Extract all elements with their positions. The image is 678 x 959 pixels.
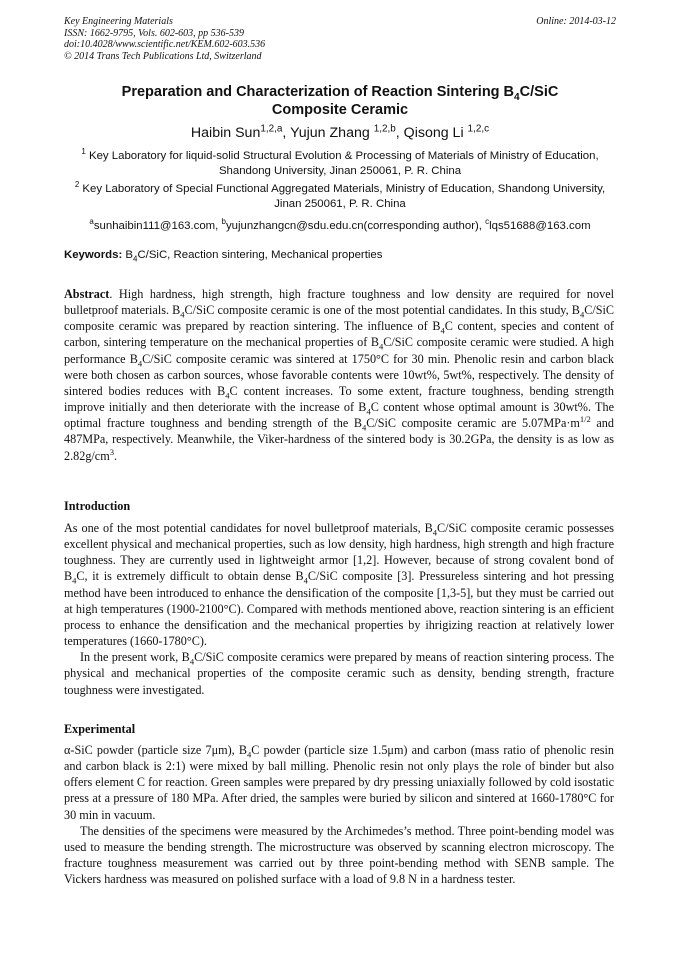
issn-line: ISSN: 1662-9795, Vols. 602-603, pp 536-539 — [64, 27, 244, 39]
running-header — [64, 16, 616, 62]
journal-name: Key Engineering Materials — [64, 16, 173, 27]
introduction-heading: Introduction — [64, 499, 131, 513]
keywords: Keywords: $B_4C$/SiC, Reaction sintering, Mechanical properties — [64, 249, 383, 264]
abstract-label: Abstract — [64, 287, 110, 301]
email-list: $^a$sunhaibin111@163.com, $^b$yujunzhangcn@sdu.edu.cn(corresponding author), $^c$lqs51688@163.com — [89, 217, 591, 232]
affiliation-1: $^1$ Key Laboratory for liquid-solid Structural Evolution & Processing of Materials of Ministry of Education, Shandong University, Jinan 250061, P. R. China — [81, 147, 599, 177]
experimental-paragraph-1: α-SiC powder (particle size 7μm), $B_4C$ powder (particle size 1.5μm) and carbon (mass ratio of phenolic resin and carbon black is 2:1) were mixed by ball milling. Phenolic resin not only plays the role of binder but also offers element C for reaction. Green samples were prepared by dry pressing uniaxially followed by cold isostatic press at a pressure of 180 MPa. After dried, the samples were buried by silicon and sintered at 1660-1780°C for 30 min in vacuum. — [64, 743, 614, 822]
keywords-label: Keywords: — [64, 249, 123, 261]
author-name: Haibin Sun — [190, 125, 261, 141]
abstract-paragraph: Abstract. High hardness, high strength, high fracture toughness and low density are required for novel bulletproof materials. $B_4C$/SiC composite ceramic is one of the most potential candidates. In this study, $B_4C$/SiC composite ceramic was prepared by reaction sintering. The influence of $B_4C$ content, species and content of carbon, sintering temperature on the mechanical properties of $B_4C$/SiC composite ceramic were studied. A high performance $B_4C$/SiC composite ceramic was sintered at 1750°C for 30 min. Phenolic resin and carbon black were both chosen as carbon sources, whose favorable contents were 10wt%, 5wt%, respectively. The density of sintered bodies reduces with $B_4C$ content increases. To some extent, fracture toughness, bending strength improve initially and then deteriorate with the increase of $B_4C$ content whose optimal amount is 30wt%. The optimal fracture toughness and bending strength of the $B_4C$/SiC composite ceramic are $5.07MPa\cdot m^{1/2}$ and 487MPa, respectively. Meanwhile, the Viker-hardness of the sintered body is 30.2GPa, the density is as low as $2.82g/cm^3$. — [64, 287, 615, 463]
introduction-body — [64, 520, 614, 698]
doi-line: doi:10.4028/www.scientific.net/KEM.602-603.536 — [64, 39, 266, 50]
copyright-line: © 2014 Trans Tech Publications Ltd, Switzerland — [64, 50, 262, 62]
email-link[interactable]: lqs51688@163.com — [489, 220, 591, 232]
email-link[interactable]: yujunzhangcn@sdu.edu.cn(corresponding author), — [225, 220, 486, 232]
experimental-body — [64, 742, 614, 887]
introduction-paragraph-2: In the present work, $B_4C$/SiC composite ceramics were prepared by means of reaction sintering process. The physical and mechanical properties of the composite ceramic such as density, bending strength, fracture toughness were investigated. — [64, 650, 614, 697]
experimental-heading: Experimental — [64, 722, 136, 736]
online-date: Online: 2014-03-12 — [536, 16, 616, 27]
experimental-paragraph-2: The densities of the specimens were measured by the Archimedes’s method. Three point-bending model was used to measure the bending strength. The microstructure was observed by scanning electron microscopy. The fracture toughness measurement was carried out by three point-bending method with SENB sample. The Vickers hardness was measured on polished surface with a load of 9.8 N in a hardness tester. — [64, 823, 614, 887]
author-name: Yujun Zhang — [290, 125, 374, 141]
affiliation-2: $^2$ Key Laboratory of Special Functional Aggregated Materials, Ministry of Education, Shandong University, Jinan 250061, P. R. China — [74, 180, 606, 210]
paper-title: Preparation and Characterization of Reaction Sintering $B_4C$/SiC Composite Ceramic — [121, 84, 559, 118]
author-name: Qisong Li — [403, 125, 468, 141]
introduction-paragraph-1: As one of the most potential candidates for novel bulletproof materials, $B_4C$/SiC composite ceramic possesses excellent physical and mechanical properties, such as low density, high hardness, high strength and high fracture toughness. They are currently used in lightweight armor [1,2]. However, because of strong covalent bond of $B_4C$, it is extremely difficult to obtain dense $B_4C$/SiC composite [3]. Pressureless sintering and hot pressing method have been introduced to enhance the densification of the composite [1,3-5], but they must be carried out at high temperatures (1900-2100°C). Compared with methods mentioned above, reaction sintering is an efficient process to enhance the densification and the mechanical properties by ihrigizing reaction at relatively lower temperatures (1660-1780°C). — [64, 521, 615, 649]
author-list: Haibin Sun$^{1,2,a}$, Yujun Zhang $^{1,2,b}$, Qisong Li $^{1,2,c}$ — [190, 123, 490, 141]
email-link[interactable]: sunhaibin111@163.com, — [93, 220, 222, 232]
